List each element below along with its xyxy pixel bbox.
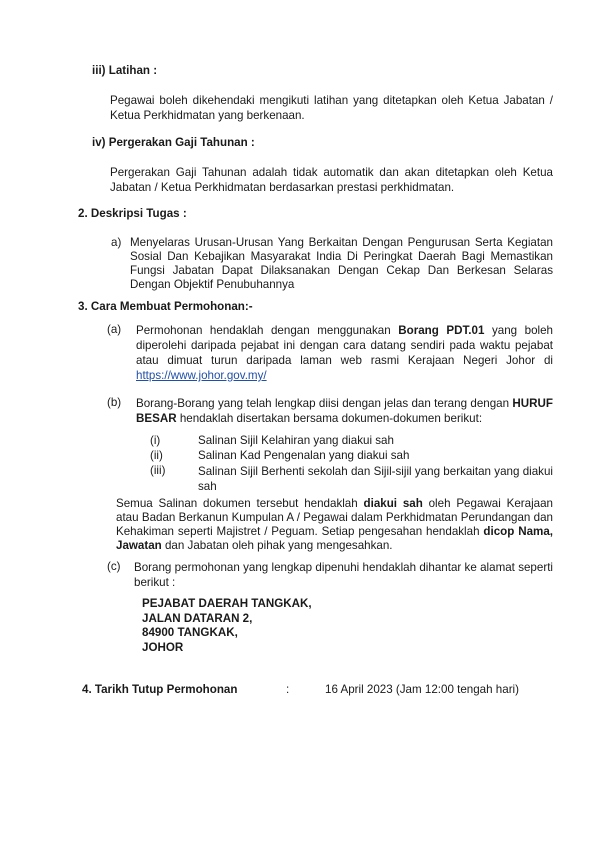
doc-item-label: (ii) — [150, 449, 163, 462]
cara-b-label: (b) — [107, 396, 122, 409]
text: dan Jabatan oleh pihak yang mengesahkan. — [161, 539, 393, 552]
doc-item-label: (i) — [150, 434, 161, 447]
text: hendaklah disertakan bersama dokumen-dokumen berikut: — [176, 412, 483, 425]
cara-c-label: (c) — [107, 560, 121, 573]
bold-text: diakui sah — [363, 497, 423, 510]
cara-a-text — [136, 323, 553, 383]
gaji-text: Pergerakan Gaji Tahunan adalah tidak automatik dan akan ditetapkan oleh Ketua Jabatan / Ketua Perkhidmatan berdasarkan prestasi perkhidmatan. — [110, 166, 553, 194]
bold-text: HURUF BESAR — [136, 397, 553, 425]
address-line: PEJABAT DAERAH TANGKAK, — [142, 597, 312, 610]
bold-text: dicop Nama, Jawatan — [116, 525, 553, 552]
cara-a-label: (a) — [107, 323, 122, 336]
latihan-heading: iii) Latihan : — [92, 64, 158, 77]
address-line: 84900 TANGKAK, — [142, 626, 238, 640]
text: Semua Salinan dokumen tersebut hendaklah — [116, 497, 364, 510]
gaji-heading: iv) Pergerakan Gaji Tahunan : — [92, 136, 255, 149]
address-block — [142, 597, 312, 656]
deskripsi-a-label: a) — [111, 236, 122, 249]
deskripsi-a-text: Menyelaras Urusan-Urusan Yang Berkaitan Dengan Pengurusan Serta Kegiatan Sosial Dan Kebajikan Masyarakat India Di Peringkat Daerah Bagi Memastikan Fungsi Jabatan Dapat Dilaksanakan Dengan Cekap Dan Berkesan Selaras Dengan Objektif Penubuhannya — [130, 236, 553, 291]
cara-c-text: Borang permohonan yang lengkap dipenuhi hendaklah dihantar ke alamat seperti berikut : — [134, 561, 553, 589]
cara-note — [116, 497, 553, 553]
latihan-text: Pegawai boleh dikehendaki mengikuti latihan yang ditetapkan oleh Ketua Jabatan / Ketua Perkhidmatan yang berkenaan. — [110, 94, 553, 122]
tarikh-heading: 4. Tarikh Tutup Permohonan — [82, 683, 238, 696]
form-name: Borang PDT.01 — [398, 324, 485, 337]
doc-item-text: Salinan Sijil Berhenti sekolah dan Sijil-sijil yang berkaitan yang diakui sah — [198, 465, 553, 493]
doc-item-label: (iii) — [150, 464, 166, 477]
text: yang boleh diperolehi daripada pejabat ini dengan cara datang sendiri pada waktu pejabat atau dimuat turun daripada laman web rasmi Kerajaan Negeri Johor di — [136, 324, 554, 367]
address-line: JALAN DATARAN 2, — [142, 611, 253, 625]
johor-website-link[interactable]: https://www.johor.gov.my/ — [136, 369, 267, 382]
cara-heading: 3. Cara Membuat Permohonan:- — [78, 300, 253, 313]
tarikh-colon: : — [286, 683, 290, 696]
text: Borang-Borang yang telah lengkap diisi dengan jelas dan terang dengan — [136, 397, 513, 410]
doc-item-text: Salinan Sijil Kelahiran yang diakui sah — [198, 434, 394, 447]
tarikh-value: 16 April 2023 (Jam 12:00 tengah hari) — [325, 683, 519, 696]
cara-b-text — [136, 396, 553, 426]
text: oleh Pegawai Kerajaan atau Badan Berkanun Kumpulan A / Pegawai dalam Perkhidmatan Perundangan dan Kehakiman seperti Majistret / Peguam. Setiap pengesahan hendaklah — [116, 497, 554, 538]
text: Permohonan hendaklah dengan menggunakan — [136, 324, 399, 337]
deskripsi-heading: 2. Deskripsi Tugas : — [78, 207, 187, 220]
doc-item-text: Salinan Kad Pengenalan yang diakui sah — [198, 449, 410, 462]
address-line: JOHOR — [142, 641, 184, 655]
